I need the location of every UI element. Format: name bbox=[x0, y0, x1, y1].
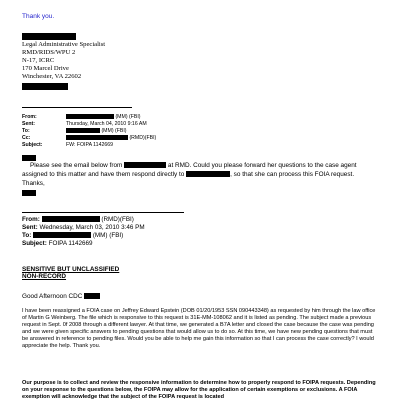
email2-to-row bbox=[22, 232, 123, 239]
purpose-paragraph: Our purpose is to collect and review the responsive information to determine how to properly respond to FOIPA requests. Depending on your response to the questions below, the FOIPA may allow for the application of certain exemptions or exclusions. A FOIA exemption will acknowledge that the subject of the FOIPA request is located bbox=[22, 380, 376, 400]
from-value: (RMD)(FBI) bbox=[101, 216, 134, 223]
signature-unit: RMD/RIDS/WPU 2 bbox=[22, 49, 76, 56]
to-label: To: bbox=[22, 232, 32, 239]
redaction-block bbox=[22, 190, 36, 196]
subject-value: FW: FOIPA 1142669 bbox=[66, 142, 113, 148]
redaction-block bbox=[22, 155, 36, 161]
separator-line bbox=[22, 107, 132, 108]
email1-body-line1 bbox=[30, 162, 357, 169]
redaction-block bbox=[186, 171, 230, 177]
email1-sent-row bbox=[22, 121, 147, 127]
redaction-block bbox=[84, 293, 100, 299]
redaction-block bbox=[66, 128, 100, 133]
redaction-block bbox=[66, 135, 128, 140]
redaction-block bbox=[33, 232, 91, 238]
sent-value: Thursday, March 04, 2010 9:16 AM bbox=[66, 121, 147, 127]
classification-line2: NON-RECORD bbox=[22, 273, 67, 280]
from-label: From: bbox=[22, 114, 37, 120]
redaction-block bbox=[22, 33, 76, 40]
signature-city: Winchester, VA 22602 bbox=[22, 73, 82, 80]
main-paragraph: I have been reassigned a FOIA case on Jeffrey Edward Epstein (DOB 01/20/1953 SSN 090443348) as requested by him through the law office of Martin G Weinberg. The file which is responsive to this request is 31E-MM-108062 and it is listed as pending. The subject made a previous request in Sept. 0f 2008 through a different lawyer. At that time, we generated a B7A letter and closed the case because the case was pending and we were given specific answers to pending questions that would allow us to do so. At this time, we have new pending questions that must be answered in reference to pending files. Would you be able to help me gain this information so that I can process the case correctly? I would appreciate the help. Thank you. bbox=[22, 308, 376, 349]
email1-from-row bbox=[22, 114, 141, 120]
to-label: To: bbox=[22, 128, 30, 134]
thanks-text: Thanks, bbox=[22, 180, 45, 187]
email2-sent-row bbox=[22, 224, 145, 231]
classification-line1: SENSITIVE BUT UNCLASSIFIED bbox=[22, 266, 120, 273]
signature-street: 170 Marcel Drive bbox=[22, 65, 69, 72]
greeting-line bbox=[22, 293, 100, 300]
email1-cc-row bbox=[22, 135, 156, 141]
from-label: From: bbox=[22, 216, 40, 223]
subject-label: Subject: bbox=[22, 142, 43, 148]
from-value: (MM) (FBI) bbox=[115, 114, 141, 120]
thank-you-text: Thank you. bbox=[22, 13, 55, 20]
redaction-block bbox=[66, 114, 114, 119]
email1-body-line2 bbox=[22, 171, 354, 178]
greeting-text: Good Afternoon CDC bbox=[22, 293, 83, 300]
to-value: (MM) (FBI) bbox=[101, 128, 127, 134]
to-value: (MM) (FBI) bbox=[92, 232, 124, 239]
email2-from-row bbox=[22, 216, 134, 223]
email2-subject-row bbox=[22, 240, 92, 247]
body-text: , so that she can process this FOIA request. bbox=[230, 171, 355, 178]
sent-value: Wednesday, March 03, 2010 3:46 PM bbox=[39, 224, 145, 231]
signature-room: N-17, ICRC bbox=[22, 57, 55, 64]
email1-to-row bbox=[22, 128, 127, 134]
redaction-block bbox=[42, 216, 100, 222]
subject-value: FOIPA 1142669 bbox=[48, 240, 93, 247]
body-text: at RMD. Could you please forward her questions to the case agent bbox=[167, 162, 357, 169]
redaction-block bbox=[22, 83, 68, 90]
cc-value: (RMD)(FBI) bbox=[129, 135, 157, 141]
cc-label: Cc: bbox=[22, 135, 31, 141]
email1-subject-row bbox=[22, 142, 113, 148]
sent-label: Sent: bbox=[22, 224, 38, 231]
sent-label: Sent: bbox=[22, 121, 35, 127]
body-text: Please see the email below from bbox=[30, 162, 123, 169]
signature-title: Legal Administrative Specialist bbox=[22, 41, 106, 48]
redaction-block bbox=[124, 162, 166, 168]
body-text: assigned to this matter and have them respond directly to bbox=[22, 171, 185, 178]
subject-label: Subject: bbox=[22, 240, 47, 247]
separator-line bbox=[22, 212, 184, 213]
